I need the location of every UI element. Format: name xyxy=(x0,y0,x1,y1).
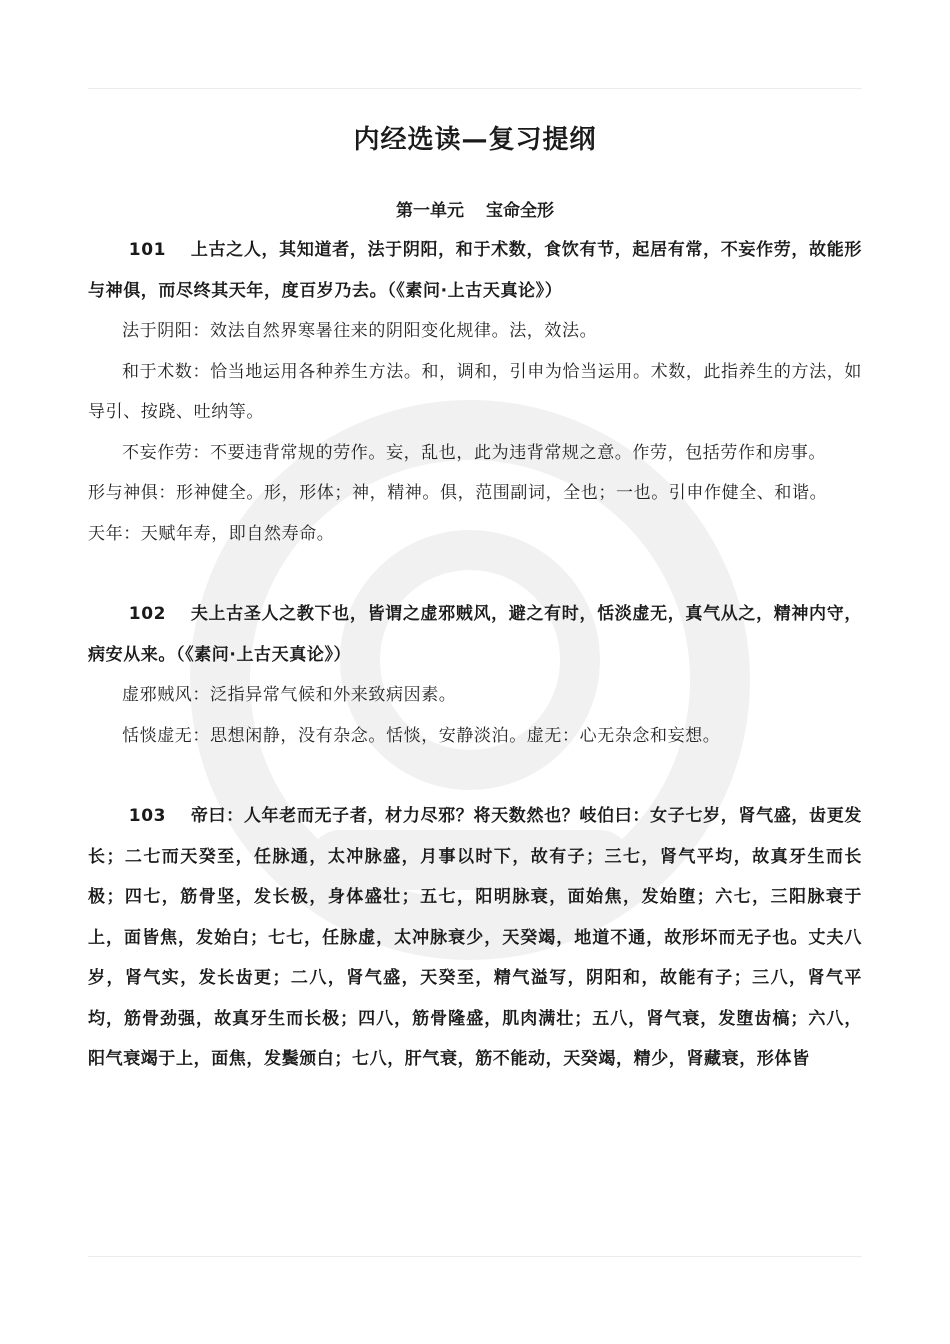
entry-text: 上古之人，其知道者，法于阴阳，和于术数，食饮有节，起居有常，不妄作劳，故能形与神俱，而尽终其天年，度百岁乃去。（《素问·上古天真论》） xyxy=(88,240,862,301)
unit-heading xyxy=(88,196,862,226)
entry-number: 102 xyxy=(128,604,167,624)
note: 法于阴阳：效法自然界寒暑往来的阴阳变化规律。法，效法。 xyxy=(122,321,598,341)
unit-name: 宝命全形 xyxy=(486,201,554,221)
unit-label: 第一单元 xyxy=(396,201,464,221)
entry-number: 101 xyxy=(128,240,167,260)
entry-103-quote xyxy=(88,796,862,1080)
note: 和于术数：恰当地运用各种养生方法。和，调和，引申为恰当运用。术数，此指养生的方法，如导引、按跷、吐纳等。 xyxy=(88,361,862,422)
note: 形与神俱：形神健全。形，形体；神，精神。俱，范围副词，全也；一也。引申作健全、和谐。 xyxy=(88,483,828,503)
document-title: 内经选读—复习提纲 xyxy=(353,125,597,155)
entry-102-quote xyxy=(88,594,862,675)
entry-101-quote xyxy=(88,230,862,311)
note: 恬惔虚无：思想闲静，没有杂念。恬惔，安静淡泊。虚无：心无杂念和妄想。 xyxy=(122,725,721,746)
header-rule xyxy=(88,88,862,89)
note: 虚邪贼风：泛指异常气候和外来致病因素。 xyxy=(122,685,457,705)
entry-number: 103 xyxy=(128,806,167,826)
entry-text: 帝曰：人年老而无子者，材力尽邪？将天数然也？岐伯曰：女子七岁，肾气盛，齿更发长；二七而天癸至，任脉通，太冲脉盛，月事以时下，故有子；三七，肾气平均，故真牙生而长极；四七，筋骨坚，发长极，身体盛壮；五七，阳明脉衰，面始焦，发始堕；六七，三阳脉衰于上，面皆焦，发始白；七七，任脉虚，太冲脉衰少，天癸竭，地道不通，故形坏而无子也。丈夫八岁，肾气实，发长齿更；二八，肾气盛，天癸至，精气溢写，阴阳和，故能有子；三八，肾气平均，筋骨劲强，故真牙生而长极；四八，筋骨隆盛，肌肉满壮；五八，肾气衰，发堕齿槁；六八，阳气衰竭于上，面焦，发鬓颁白；七八，肝气衰，筋不能动，天癸竭，精少，肾藏衰，形体皆 xyxy=(88,806,862,1069)
note: 天年：天赋年寿，即自然寿命。 xyxy=(88,523,335,544)
note: 不妄作劳：不要违背常规的劳作。妄，乱也，此为违背常规之意。作劳，包括劳作和房事。 xyxy=(122,442,826,463)
footer-rule xyxy=(88,1256,862,1257)
entry-text: 夫上古圣人之教下也，皆谓之虚邪贼风，避之有时，恬淡虚无，真气从之，精神内守，病安从来。（《素问·上古天真论》） xyxy=(88,604,862,665)
document-page xyxy=(88,110,862,1080)
